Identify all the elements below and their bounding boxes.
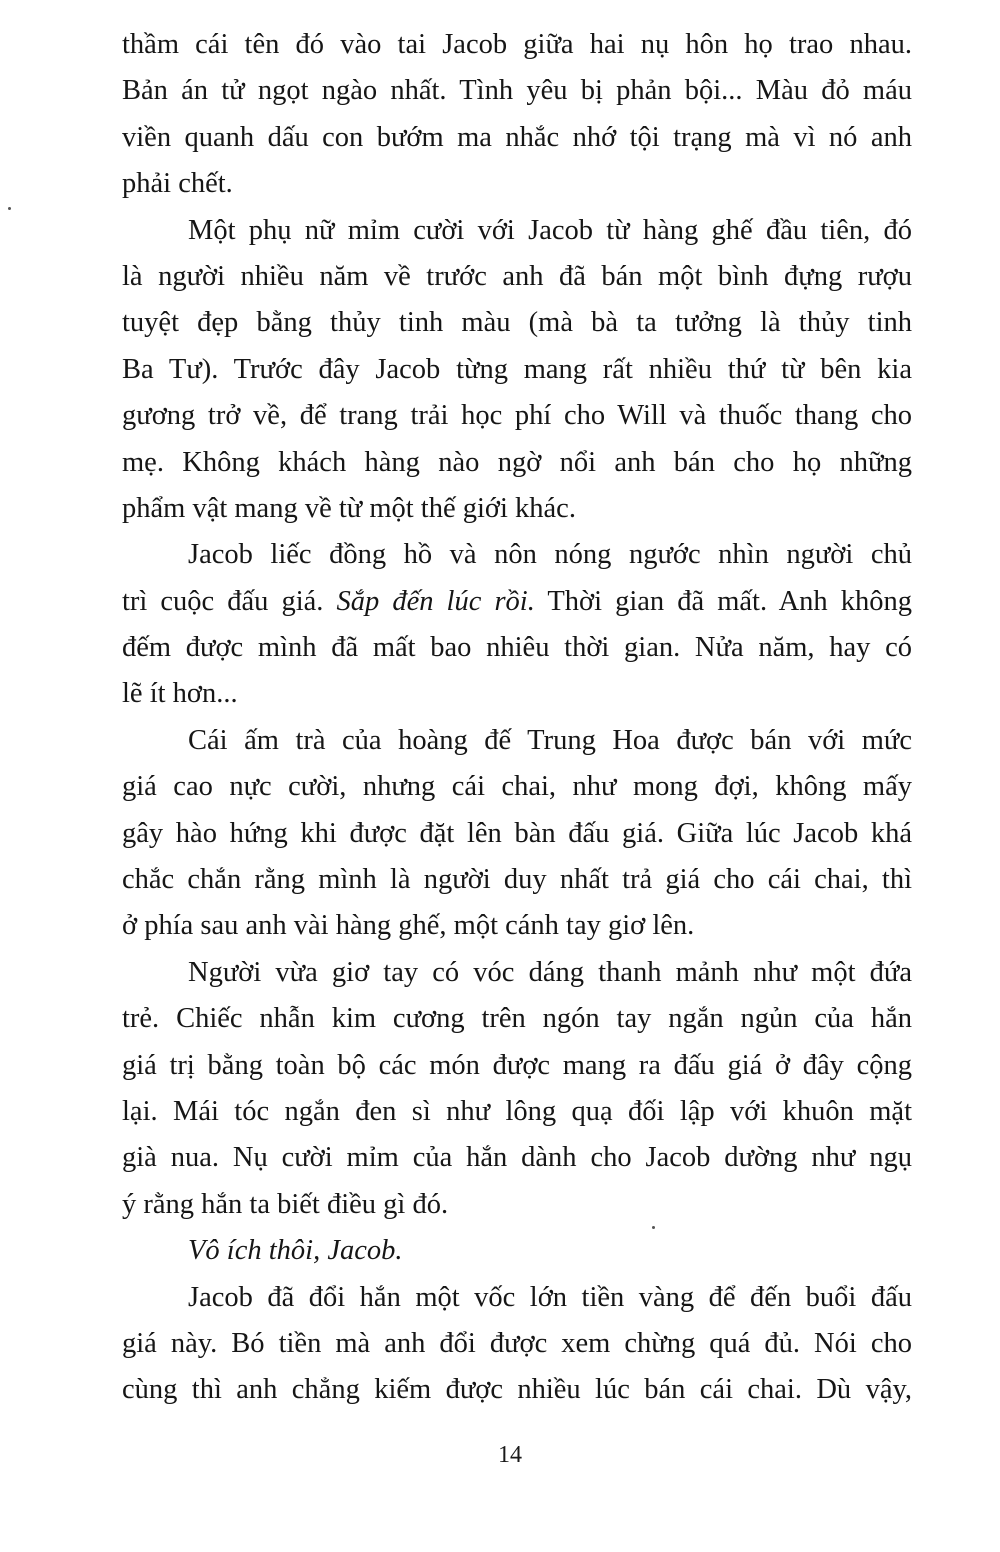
text-segment: già nua. Nụ cười mỉm của hắn dành cho Jacob dường như ngụ bbox=[122, 1142, 912, 1174]
text-line bbox=[122, 161, 912, 207]
text-line bbox=[122, 393, 912, 439]
text-segment: Jacob liếc đồng hồ và nôn nóng ngước nhìn người chủ bbox=[188, 539, 912, 571]
text-line bbox=[122, 22, 912, 68]
text-line bbox=[122, 579, 912, 625]
text-line bbox=[122, 1275, 912, 1321]
text-segment: giá cao nực cười, nhưng cái chai, như mong đợi, không mấy bbox=[122, 771, 912, 803]
italic-text: Sắp đến lúc rồi. bbox=[336, 585, 535, 617]
text-line bbox=[122, 208, 912, 254]
text-segment: là người nhiều năm về trước anh đã bán một bình đựng rượu bbox=[122, 260, 912, 292]
text-line bbox=[122, 486, 912, 532]
text-segment: phẩm vật mang về từ một thế giới khác. bbox=[122, 492, 576, 524]
text-line bbox=[122, 718, 912, 764]
text-segment: Người vừa giơ tay có vóc dáng thanh mảnh như một đứa bbox=[188, 956, 912, 988]
scan-speck bbox=[652, 1226, 655, 1229]
text-line bbox=[122, 1367, 912, 1413]
text-line bbox=[122, 1135, 912, 1181]
book-page-body bbox=[122, 22, 912, 1414]
text-segment: phải chết. bbox=[122, 168, 233, 200]
text-line bbox=[122, 300, 912, 346]
text-segment: gương trở về, để trang trải học phí cho Will và thuốc thang cho bbox=[122, 400, 912, 432]
page-number: 14 bbox=[498, 1442, 522, 1468]
text-segment: Một phụ nữ mỉm cười với Jacob từ hàng ghế đầu tiên, đó bbox=[188, 214, 912, 246]
text-line bbox=[122, 671, 912, 717]
text-segment: Ba Tư). Trước đây Jacob từng mang rất nhiều thứ từ bên kia bbox=[122, 353, 912, 385]
text-line bbox=[122, 996, 912, 1042]
text-segment: giá này. Bó tiền mà anh đổi được xem chừng quá đủ. Nói cho bbox=[122, 1327, 912, 1359]
text-segment: đếm được mình đã mất bao nhiêu thời gian. Nửa năm, hay có bbox=[122, 632, 912, 664]
text-segment: ở phía sau anh vài hàng ghế, một cánh tay giơ lên. bbox=[122, 910, 695, 942]
text-line bbox=[122, 1321, 912, 1367]
text-segment: gây hào hứng khi được đặt lên bàn đấu giá. Giữa lúc Jacob khá bbox=[122, 817, 912, 849]
text-segment: lại. Mái tóc ngắn đen sì như lông quạ đối lập với khuôn mặt bbox=[122, 1095, 912, 1127]
text-line bbox=[122, 254, 912, 300]
text-line bbox=[122, 857, 912, 903]
text-line bbox=[122, 347, 912, 393]
text-segment: Cái ấm trà của hoàng đế Trung Hoa được bán với mức bbox=[188, 724, 912, 756]
text-segment: cùng thì anh chẳng kiếm được nhiều lúc bán cái chai. Dù vậy, bbox=[122, 1374, 912, 1406]
text-segment: thầm cái tên đó vào tai Jacob giữa hai nụ hôn họ trao nhau. bbox=[122, 29, 912, 60]
scan-speck bbox=[8, 207, 11, 210]
text-segment: mẹ. Không khách hàng nào ngờ nổi anh bán cho họ những bbox=[122, 446, 912, 478]
text-line bbox=[122, 440, 912, 486]
text-segment: giá trị bằng toàn bộ các món được mang ra đấu giá ở đây cộng bbox=[122, 1049, 912, 1081]
text-segment: tuyệt đẹp bằng thủy tinh màu (mà bà ta tưởng là thủy tinh bbox=[122, 307, 912, 339]
text-line bbox=[122, 1089, 912, 1135]
text-segment: Thời gian đã mất. Anh không bbox=[534, 585, 912, 617]
text-segment: Jacob đã đổi hắn một vốc lớn tiền vàng để đến buổi đấu bbox=[188, 1281, 912, 1313]
text-segment: trì cuộc đấu giá. bbox=[122, 585, 337, 617]
text-segment: trẻ. Chiếc nhẫn kim cương trên ngón tay ngắn ngủn của hắn bbox=[122, 1003, 912, 1035]
text-segment: ý rằng hắn ta biết điều gì đó. bbox=[122, 1188, 449, 1220]
text-segment: viền quanh dấu con bướm ma nhắc nhớ tội trạng mà vì nó anh bbox=[122, 121, 912, 153]
text-line bbox=[122, 1228, 912, 1274]
text-segment: chắc chắn rằng mình là người duy nhất trả giá cho cái chai, thì bbox=[122, 864, 912, 896]
text-line bbox=[122, 115, 912, 161]
text-line bbox=[122, 903, 912, 949]
text-line bbox=[122, 811, 912, 857]
text-line bbox=[122, 532, 912, 578]
text-line bbox=[122, 950, 912, 996]
italic-text: Vô ích thôi, Jacob. bbox=[188, 1235, 403, 1267]
text-line bbox=[122, 1043, 912, 1089]
text-line bbox=[122, 68, 912, 114]
text-line bbox=[122, 1182, 912, 1228]
text-line bbox=[122, 625, 912, 671]
text-segment: Bản án tử ngọt ngào nhất. Tình yêu bị phản bội... Màu đỏ máu bbox=[122, 75, 912, 107]
text-line bbox=[122, 764, 912, 810]
text-segment: lẽ ít hơn... bbox=[122, 678, 238, 710]
